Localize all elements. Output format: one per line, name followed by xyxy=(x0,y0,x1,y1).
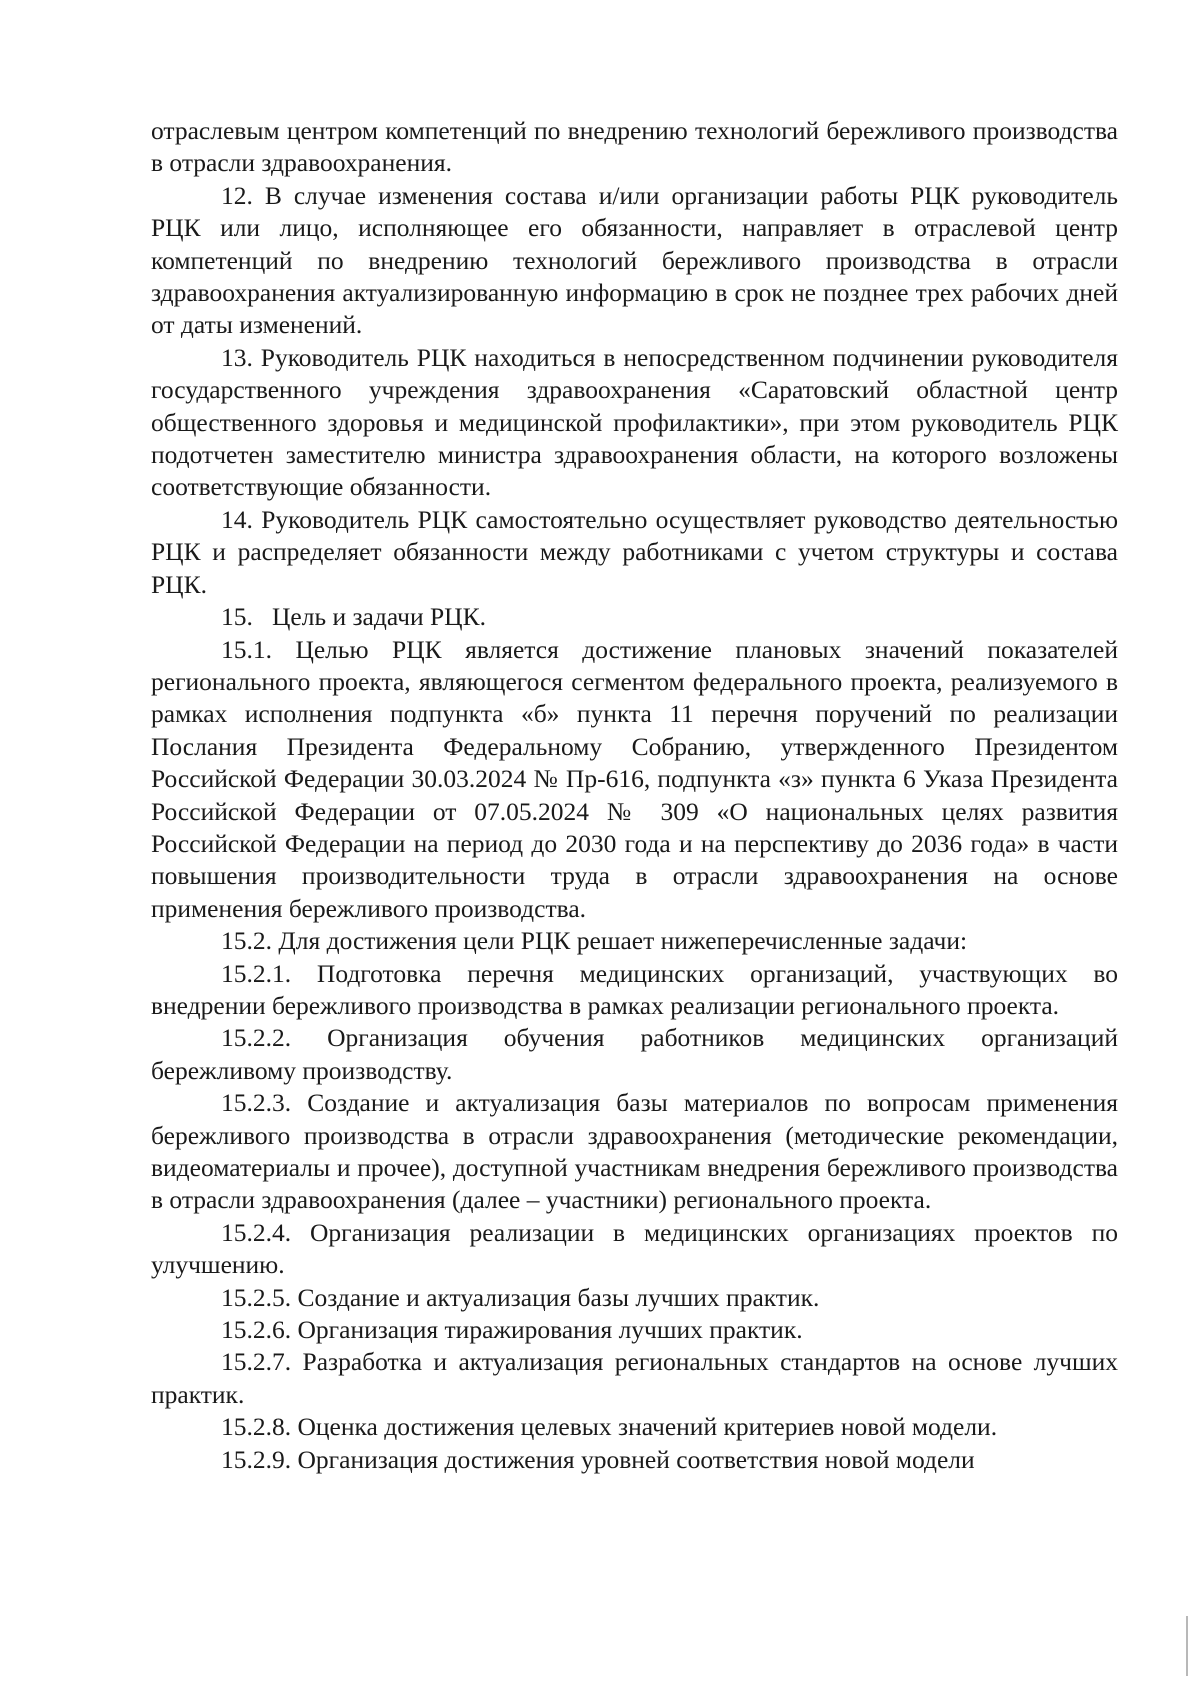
paragraph-15-2-6: 15.2.6. Организация тиражирования лучших практик. xyxy=(221,1315,803,1345)
paragraph-12: 12. В случае изменения состава и/или организации работы РЦК руководитель РЦК или лицо, исполняющее его обязанности, направляет в отраслевой центр компетенций по внедрению технологий бережливого производства в отрасли здравоохранения актуализированную информацию в срок не позднее трех рабочих дней от даты изменений. xyxy=(151,180,1118,340)
paragraph-15-2-5: 15.2.5. Создание и актуализация базы лучших практик. xyxy=(221,1282,820,1312)
paragraph-15-2: 15.2. Для достижения цели РЦК решает нижеперечисленные задачи: xyxy=(221,926,968,956)
paragraph-15-heading: 15. Цель и задачи РЦК. xyxy=(221,602,486,632)
paragraph-15-2-2: 15.2.2. Организация обучения работников медицинских организаций бережливому производству. xyxy=(151,1023,1118,1085)
paragraph-15-2-3: 15.2.3. Создание и актуализация базы материалов по вопросам применения бережливого производства в отрасли здравоохранения (методические рекомендации, видеоматериалы и прочее), доступной участникам внедрения бережливого производства в отрасли здравоохранения (далее – участники) регионального проекта. xyxy=(151,1088,1118,1215)
paragraph-continuation: отраслевым центром компетенций по внедрению технологий бережливого производства в отрасли здравоохранения. xyxy=(151,116,1118,178)
paragraph-15-2-8: 15.2.8. Оценка достижения целевых значений критериев новой модели. xyxy=(221,1412,998,1442)
paragraph-15-2-1: 15.2.1. Подготовка перечня медицинских организаций, участвующих во внедрении бережливого производства в рамках реализации регионального проекта. xyxy=(151,958,1118,1020)
document-body xyxy=(151,115,1118,1476)
scan-edge-mark xyxy=(1186,1616,1188,1676)
paragraph-15-2-4: 15.2.4. Организация реализации в медицинских организациях проектов по улучшению. xyxy=(151,1217,1118,1280)
paragraph-15-1: 15.1. Целью РЦК является достижение плановых значений показателей регионального проекта, являющегося сегментом федерального проекта, реализуемого в рамках исполнения подпункта «б» пункта 11 перечня поручений по реализации Послания Президента Федеральному Собранию, утвержденного Президентом Российской Федерации 30.03.2024 № Пр-616, подпункта «з» пункта 6 Указа Президента Российской Федерации от 07.05.2024 № 309 «О национальных целях развития Российской Федерации на период до 2030 года и на перспективу до 2036 года» в части повышения производительности труда в отрасли здравоохранения на основе применения бережливого производства. xyxy=(151,634,1118,923)
paragraph-15-2-9: 15.2.9. Организация достижения уровней соответствия новой модели xyxy=(221,1444,975,1474)
paragraph-15-2-7: 15.2.7. Разработка и актуализация региональных стандартов на основе лучших практик. xyxy=(151,1347,1118,1409)
paragraph-14: 14. Руководитель РЦК самостоятельно осуществляет руководство деятельностью РЦК и распределяет обязанности между работниками с учетом структуры и состава РЦК. xyxy=(151,504,1118,599)
paragraph-13: 13. Руководитель РЦК находиться в непосредственном подчинении руководителя государственного учреждения здравоохранения «Саратовский областной центр общественного здоровья и медицинской профилактики», при этом руководитель РЦК подотчетен заместителю министра здравоохранения области, на которого возложены соответствующие обязанности. xyxy=(151,342,1118,502)
